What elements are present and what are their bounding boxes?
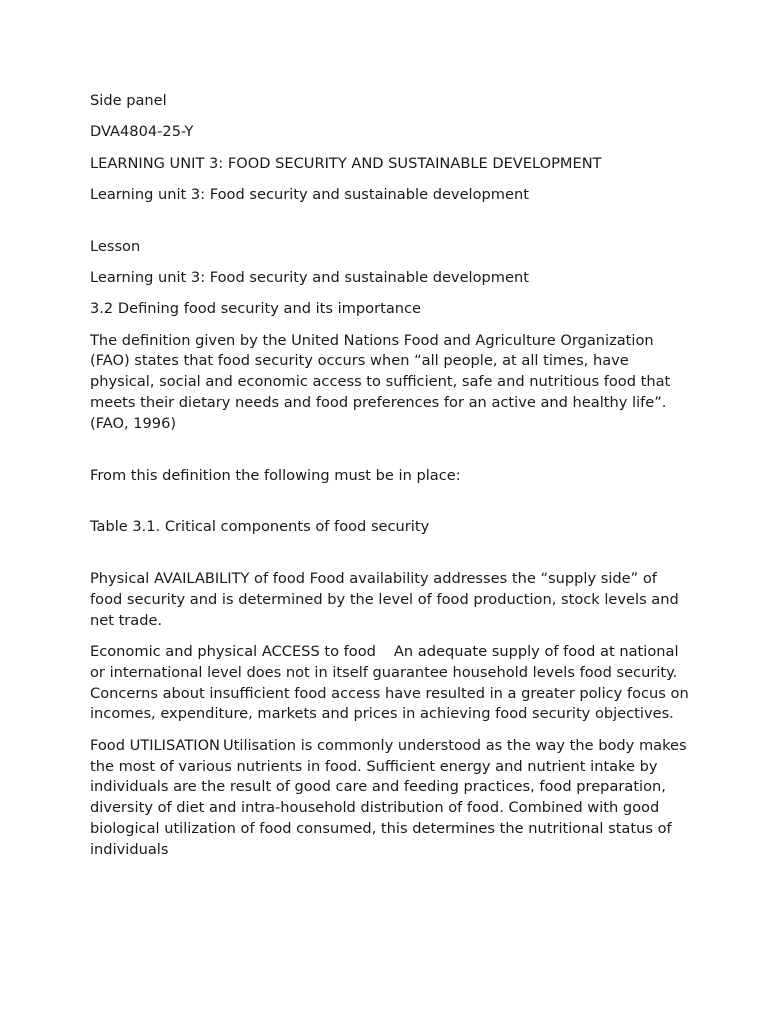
- side-panel-label[interactable]: Side panel: [90, 92, 167, 109]
- component-utilisation: [90, 736, 690, 861]
- intro-paragraph: From this definition the following must be in place:: [90, 466, 461, 484]
- table-caption: Table 3.1. Critical components of food security: [90, 518, 430, 536]
- component-term: Economic and physical ACCESS to food: [90, 643, 376, 661]
- component-description: Utilisation is commonly understood as the way the body makes the most of various nutrients in food. Sufficient energy and nutrient intake by individuals are the result of good care and feeding practices, food preparation, diversity of diet and intra-household distribution of food. Combined with good biological utilization of food consumed, this determines the nutritional status of individuals: [90, 736, 687, 858]
- lesson-unit-title: Learning unit 3: Food security and sustainable development: [90, 268, 529, 286]
- unit-title-caps[interactable]: LEARNING UNIT 3: FOOD SECURITY AND SUSTAINABLE DEVELOPMENT: [90, 154, 602, 172]
- component-term: Food UTILISATION: [90, 736, 220, 754]
- definition-paragraph: The definition given by the United Nations Food and Agriculture Organization (FAO) states that food security occurs when “all people, at all times, have physical, social and economic access to sufficient, safe and nutritious food that meets their dietary needs and food preferences for an active and healthy life”. (FAO, 1996): [90, 331, 671, 432]
- component-availability: [90, 569, 690, 631]
- component-description: An adequate supply of food at national or international level does not in itself guarantee household levels food security. Concerns about insufficient food access have resulted in a greater policy focus on incomes, expenditure, markets and prices in achieving food security objectives.: [90, 643, 689, 723]
- course-code[interactable]: DVA4804-25-Y: [90, 123, 194, 141]
- component-term: Physical AVAILABILITY of food: [90, 570, 306, 588]
- component-access: [90, 642, 690, 725]
- lesson-label[interactable]: Lesson: [90, 237, 141, 255]
- component-description: Food availability addresses the “supply side” of food security and is determined by the level of food production, stock levels and net trade.: [90, 570, 679, 629]
- document-page: [90, 91, 690, 871]
- unit-title: Learning unit 3: Food security and sustainable development: [90, 185, 529, 203]
- section-heading: 3.2 Defining food security and its importance: [90, 300, 422, 318]
